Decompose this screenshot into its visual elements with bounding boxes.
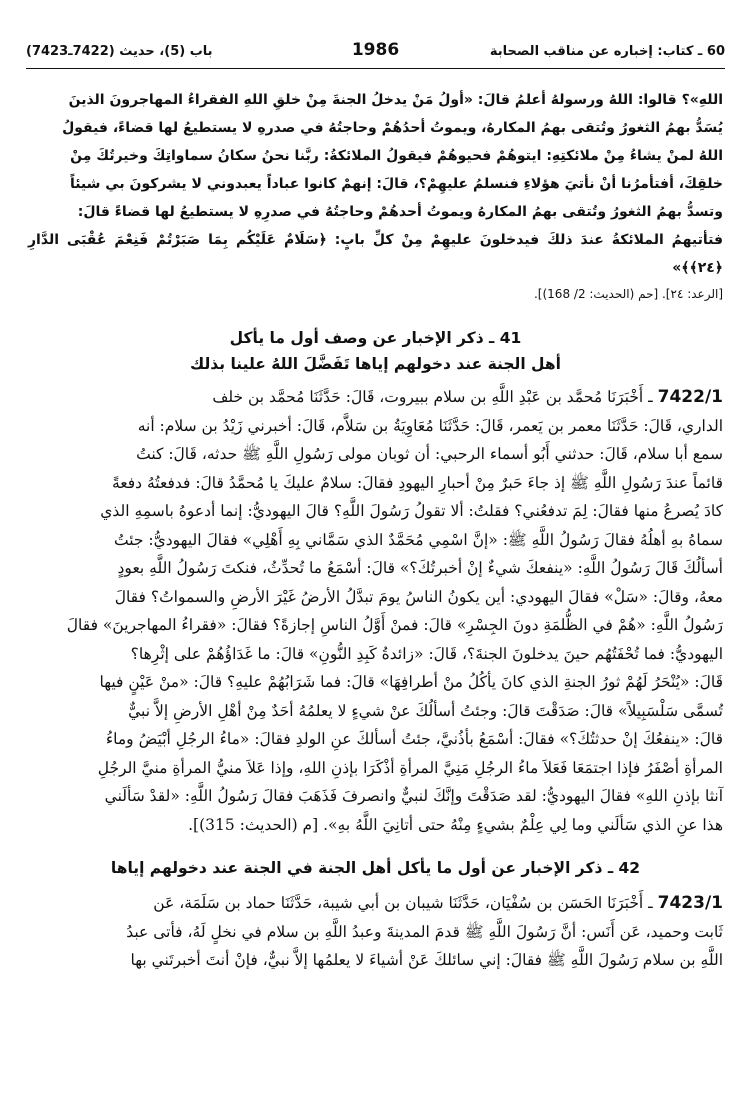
hadith-text: ـ أَخْبَرَنَا الحَسَن بن سُفْيَان، حَدَّثَنَا شيبان بن أبي شيبة، حَدَّثَنَا حماد بن سَلَمَة، عَن — [153, 894, 653, 912]
text-line: سمع أبا سلام، قَالَ: حدثني أَبُو أسماء الرحبي: أن ثوبان مولى رَسُولِ اللَّهِ ﷺ حدثه، قَالَ: كنتُ — [136, 445, 723, 463]
heading-line: 42 ـ ذكر الإخبار عن أول ما يأكل أهل الجنة في الجنة عند دخولهم إياها — [110, 859, 641, 877]
hadith-number: 7422/1 — [657, 387, 723, 407]
text-line: اللهُ لمنْ يشاءُ مِنْ ملائكتِهِ: ايتوهُمْ فحيوهُمْ فيقولُ الملائكةُ: ربَّنا نحنُ سكانُ سماواتِكَ وخيرتُكَ مِنْ — [70, 148, 723, 164]
hadith-text: ـ أَخْبَرَنَا مُحمَّد بن عَبْدِ اللَّهِ بن سلام ببيروت، قَالَ: حَدَّثَنَا مُحمَّد بن خلف — [212, 388, 653, 406]
passage-top — [28, 86, 723, 305]
text-line: آنثا بإذنِ اللهِ» فقالَ اليهوديُّ: لقد صَدَقْتَ وإنَّكَ لنبيٌّ وانصرفَ فَذَهَبَ فقالَ رَسُولُ اللَّهِ: «لقدْ سَألَني — [104, 787, 723, 805]
source-reference: [الرعد: ٢٤]. [حم (الحديث: 2/ 168)]. — [533, 287, 723, 301]
text-line — [28, 889, 723, 918]
hadith-7422 — [28, 383, 723, 839]
page-body — [28, 86, 723, 975]
page-number: 1986 — [351, 40, 400, 60]
section-reference: باب (5)، حديث (7422ـ7423) — [26, 44, 213, 59]
heading-line: أهل الجنة عند دخولهم إياها تَفَضَّلَ اللهُ علينا بذلك — [190, 355, 561, 373]
text-line: المرأةِ أصْفَرُ فإذا اجتمَعَا فَعَلاَ ماءُ الرجُلِ مَنِيَّ المرأةِ أذْكَرَا بإذنِ اللهِ، وإذا عَلاَ منيُّ المرأةِ منيَّ الرجُلِ — [97, 758, 723, 777]
section-heading-42 — [28, 855, 723, 881]
text-line: يُسَدُّ بهمُ الثغورُ وتُتقى بهمُ المكارهُ، ويموتُ أحدُهُمْ وحاجتُهُ في صدرهِ لا يستطيعُ لها قضاءً، فيقولُ — [62, 120, 723, 136]
text-line: كادَ يُصرعُ منها فقالَ: لِمَ تدفعُني؟ فقلتُ: ألا تقولُ رَسُولَ اللَّهِ؟ قالَ اليهوديُّ: إنما أدعوهُ باسمِهِ الذي — [100, 502, 723, 520]
header-rule — [26, 68, 725, 69]
text-line: قَالَ: «يُنْحَرُ لَهُمْ ثورُ الجنةِ الذي كانَ يأكُلُ منْ أطرافِهَا» قالَ: فما شَرَابُهُمْ عليهِ؟ قالَ: «منْ عَيْنٍ فيها — [99, 673, 723, 691]
text-line: ثَابت وحميد، عَن أَنَس: أنَّ رَسُولَ اللَّهِ ﷺ قدمَ المدينةَ وعبدُ اللَّهِ بن سلام في نخلٍ لَهُ، فأتى عبدُ — [126, 922, 723, 941]
running-header — [26, 40, 725, 66]
text-line: قائماً عندَ رَسُولِ اللَّهِ ﷺ إذ جاءَ حَبرٌ مِنْ أحبارِ اليهودِ فقالَ: سلامٌ عليكَ يا مُحمَّدُ قالَ: فدفعتُهُ دفعةً — [111, 473, 723, 492]
text-line: فتأتيهمُ الملائكةُ عندَ ذلكَ فيدخلونَ عليهِمْ مِنْ كلِّ بابٍ: ﴿سَلَامٌ عَلَيْكُم بِمَا صَبَرْتُمْ فَنِعْمَ عُقْبَى الدَّارِ ﴿٢٤﴾﴾» — [28, 232, 723, 276]
text-line: قالَ: «ينفعُكَ إنْ حدثتُكَ؟» فقالَ: أسْمَعُ بأذُنيَّ، جئتُ أسألكَ عنِ الولدِ فقالَ: «ماءُ الرجُلِ أبْيَضُ وماءُ — [105, 730, 723, 748]
text-line: وتسدُّ بهمُ الثغورُ وتُتقى بهمُ المكارهُ ويموتُ أحدهُمْ وحاجتُهُ في صدرِهِ لا يستطيعُ لها قضاءً قالَ: — [77, 204, 723, 220]
text-line: معهُ، وقالَ: «سَلْ» فقالَ اليهودي: أين يكونُ الناسُ يومَ تبدَّلُ الأرضُ غَيْرَ الأرضِ والسمواتُ؟ فقالَ — [114, 587, 723, 606]
text-line: الداري، قَالَ: حَدَّثَنَا معمر بن يَعمر، قَالَ: حَدَّثَنَا مُعَاوِيَةُ بن سَلاَّم، قَالَ: أخبرني زَيْدُ بن سلام: أنه — [137, 416, 723, 435]
chapter-title: 60 ـ كتاب: إخباره عن مناقب الصحابة — [489, 44, 725, 59]
text-line: اليهوديُّ: فما تُحْفَتُهُم حينَ يدخلونَ الجنةَ؟، قَالَ: «زائدةُ كَبِدِ النُّونِ» قالَ: ما غَدَاؤُهُمْ على إثْرِها؟ — [130, 644, 723, 663]
text-line: اللهِ»؟ قالوا: اللهُ ورسولهُ أعلمُ قالَ: «أولُ مَنْ يدخلُ الجنةَ مِنْ خلقِ اللهِ الفقراءُ المهاجرونَ الذينَ — [68, 92, 723, 108]
text-line: رَسُولُ اللَّهِ: «هُمْ في الظُّلمَةِ دونَ الجِسْرِ» قالَ: فمنْ أَوَّلُ الناسِ إجازةً؟ فقالَ: «فقراءُ المهاجرينَ» فقالَ — [66, 616, 723, 634]
hadith-7423 — [28, 889, 723, 975]
text-line: اللَّهِ بن سلام رَسُولَ اللَّهِ ﷺ فقالَ: إني سائلكَ عَنْ أشياءَ لا يعلمُها إلاَّ نبيٌّ، فإنْ أنتَ أخبرتَني بها — [130, 951, 723, 969]
hadith-number: 7423/1 — [657, 893, 723, 913]
text-line: تُسمَّى سَلْسَبِيلاً» قالَ: صَدَقْتَ قالَ: وجئتُ أسألُكَ عنْ شيءٍ لا يعلمُهُ أحَدٌ مِنْ أهْلِ الأرضِ إلاَّ نبيٌّ — [128, 701, 723, 720]
text-line — [28, 383, 723, 412]
text-line: أسألُكَ قَالَ رَسُولُ اللَّهِ: «ينفعكَ شيءٌ إنْ أخبرتُكَ؟» قالَ: أسْمَعُ ما تُحدِّثُ، فنكتَ رَسُولُ اللَّهِ بعودٍ — [117, 559, 723, 577]
text-line: هذا عنِ الذي سَألَني وما لِي عِلْمٌ بشيءٍ مِنْهُ حتى أتانِيَ اللَّهُ بهِ». [م (الحديث: 315)]. — [188, 815, 723, 834]
section-heading-41 — [28, 325, 723, 377]
heading-line: 41 ـ ذكر الإخبار عن وصف أول ما يأكل — [229, 329, 522, 347]
text-line: خلقِكَ، أفتأمرُنا أنْ نأتيَ هؤلاءِ فنسلمُ عليهِمْ؟، قالَ: إنهمْ كانوا عباداً يعبدوني لا يشركونَ بي شيئاً — [69, 176, 723, 192]
text-line: سماهُ بهِ أهلُهُ فقالَ رَسُولُ اللَّهِ ﷺ: «إنَّ اسْمِي مُحَمَّدٌ الذي سَمَّاني بِهِ أَهْلِي» فقالَ اليهوديُّ: جئتُ — [114, 530, 723, 549]
